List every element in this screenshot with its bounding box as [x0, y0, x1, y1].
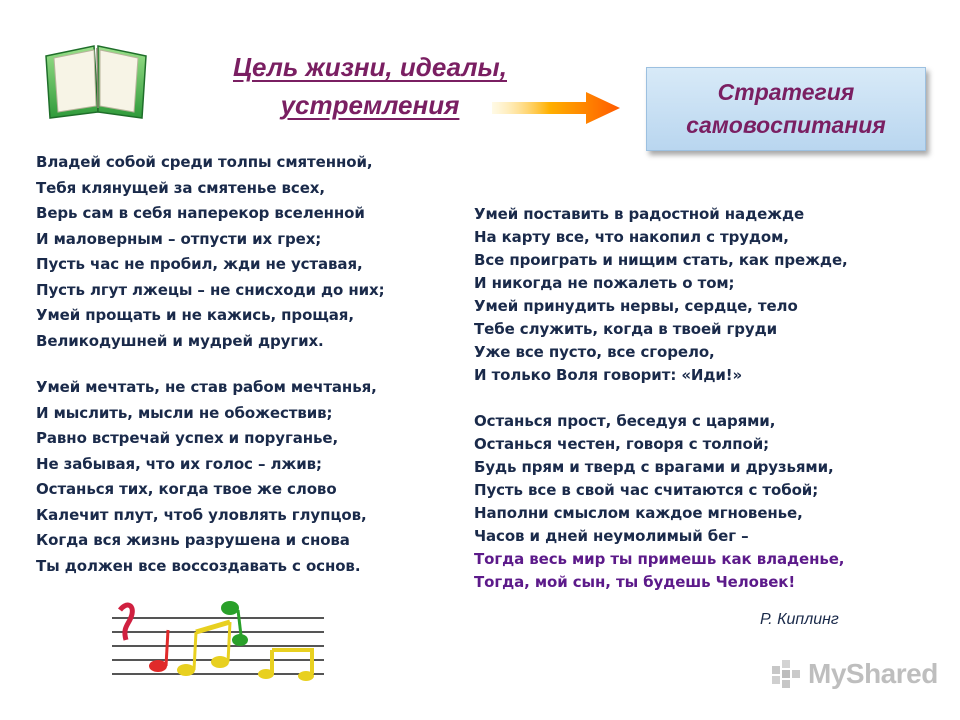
poem-line: Будь прям и тверд с врагами и друзьями,: [474, 458, 834, 476]
poem-line: Часов и дней неумолимый бег –: [474, 527, 749, 545]
myshared-logo-icon: [768, 656, 804, 692]
poem-line: Равно встречай успех и поруганье,: [36, 429, 339, 447]
poem-line: На карту все, что накопил с трудом,: [474, 228, 789, 246]
poem-line: Тебе служить, когда в твоей груди: [474, 320, 778, 338]
poem-line: Владей собой среди толпы смятенной,: [36, 153, 373, 171]
poem-line-accent: Тогда весь мир ты примешь как владенье,: [474, 550, 845, 568]
strategy-line-1: Стратегия: [717, 79, 855, 105]
poem-line: Умей мечтать, не став рабом мечтанья,: [36, 378, 377, 396]
poem-line: Все проиграть и нищим стать, как прежде,: [474, 251, 848, 269]
myshared-watermark: [768, 654, 938, 694]
poem-line: Пусть час не пробил, жди не уставая,: [36, 255, 363, 273]
open-book-icon: [40, 42, 152, 120]
poem-line: Пусть лгут лжецы – не снисходи до них;: [36, 280, 385, 299]
poem-line: Наполни смыслом каждое мгновенье,: [474, 504, 803, 522]
music-notes-icon: [112, 600, 324, 682]
poem-line: Уже все пусто, все сгорело,: [474, 343, 715, 361]
poem-line: Не забывая, что их голос – лжив;: [36, 454, 322, 473]
poem-line: Тебя клянущей за смятенье всех,: [36, 178, 325, 197]
poem-line: Умей прощать и не кажись, прощая,: [36, 306, 354, 324]
author-signature: Р. Киплинг: [760, 611, 839, 628]
poem-line: Верь сам в себя наперекор вселенной: [36, 204, 365, 222]
poem-line: Ты должен все воссоздавать с основ.: [36, 556, 361, 575]
poem-line: Великодушней и мудрей других.: [36, 331, 324, 350]
strategy-line-2: самовоспитания: [686, 112, 886, 138]
title-line-1: Цель жизни, идеалы,: [232, 52, 507, 82]
poem-line: Останься тих, когда твое же слово: [36, 480, 337, 498]
poem-line: И маловерным – отпусти их грех;: [36, 229, 322, 248]
poem-line: Умей принудить нервы, сердце, тело: [474, 297, 798, 315]
poem-line: И только Воля говорит: «Иди!»: [474, 366, 743, 384]
poem-line: Пусть все в свой час считаются с тобой;: [474, 481, 819, 499]
stanza-gap: [36, 354, 456, 375]
watermark-text: MyShared: [808, 658, 938, 689]
poem-right-column: [474, 203, 934, 594]
poem-line: Умей поставить в радостной надежде: [474, 205, 805, 223]
poem-line-accent: Тогда, мой сын, ты будешь Человек!: [474, 573, 796, 591]
stanza-gap: [474, 387, 934, 410]
title-line-2: устремления: [280, 90, 460, 120]
poem-line: И никогда не пожалеть о том;: [474, 274, 735, 292]
arrow-right-icon: [490, 88, 622, 128]
poem-line: Останься прост, беседуя с царями,: [474, 412, 776, 430]
poem-line: Останься честен, говоря с толпой;: [474, 435, 770, 453]
poem-line: И мыслить, мысли не обожествив;: [36, 403, 333, 422]
poem-line: Когда вся жизнь разрушена и снова: [36, 531, 350, 549]
poem-left-column: [36, 150, 456, 579]
strategy-box: [646, 67, 926, 151]
poem-line: Калечит плут, чтоб уловлять глупцов,: [36, 505, 367, 524]
